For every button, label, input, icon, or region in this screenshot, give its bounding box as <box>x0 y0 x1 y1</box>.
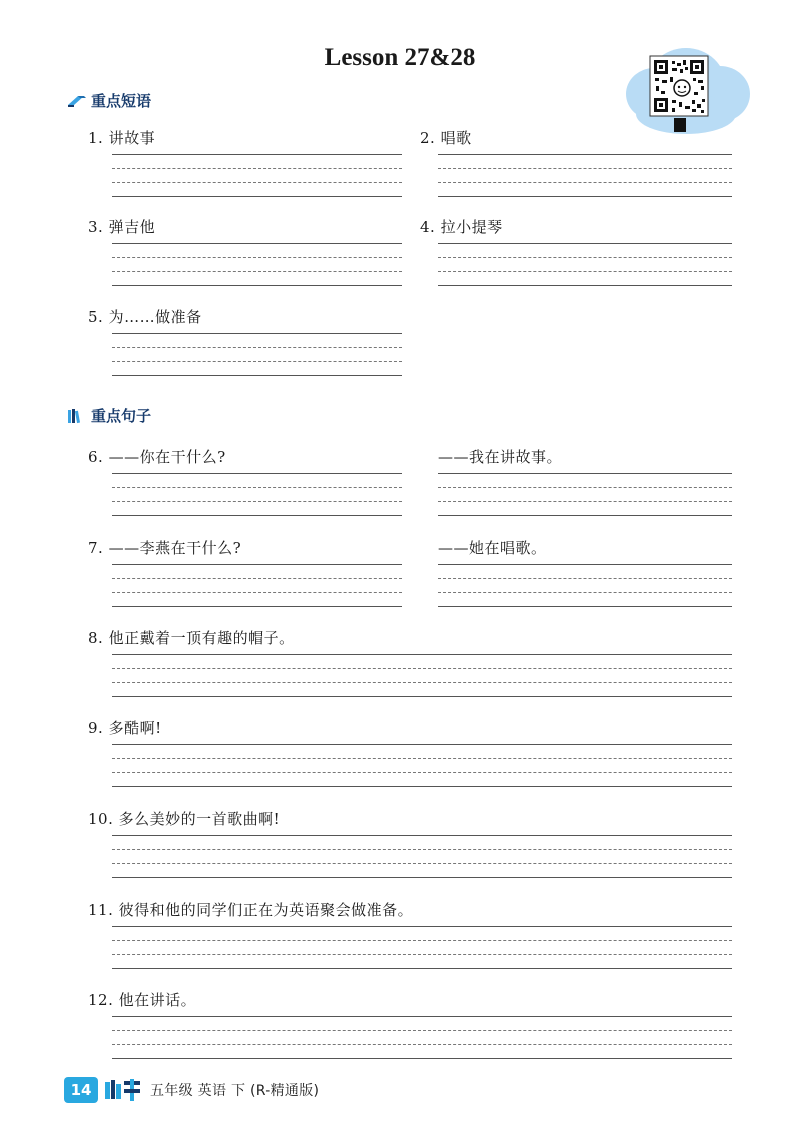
writing-lines[interactable] <box>438 473 732 517</box>
writing-lines[interactable] <box>112 654 732 698</box>
list-item <box>438 446 732 517</box>
phrase-prompt: 2. 唱歌 <box>420 129 472 147</box>
publisher-logo-icon <box>104 1078 144 1102</box>
writing-lines[interactable] <box>112 154 402 198</box>
sentence-prompt: 12. 他在讲话。 <box>88 991 197 1009</box>
phrase-prompt: 1. 讲故事 <box>88 129 156 147</box>
section-title: 重点句子 <box>91 407 152 425</box>
list-item <box>88 446 402 517</box>
writing-lines[interactable] <box>112 744 732 788</box>
writing-lines[interactable] <box>112 564 402 608</box>
writing-lines[interactable] <box>112 835 732 879</box>
sentence-prompt: 6. ——你在干什么? <box>88 448 226 466</box>
writing-lines[interactable] <box>112 1016 732 1060</box>
section-title: 重点短语 <box>91 92 152 110</box>
phrase-prompt: 3. 弹吉他 <box>88 218 156 236</box>
section-header-sentences <box>66 405 151 426</box>
sentence-prompt: 8. 他正戴着一顶有趣的帽子。 <box>88 629 295 647</box>
page-footer <box>64 1077 319 1103</box>
page-number: 14 <box>64 1077 98 1103</box>
sentence-prompt: ——她在唱歌。 <box>438 539 547 557</box>
list-item <box>88 717 732 788</box>
writing-lines[interactable] <box>112 333 402 377</box>
writing-lines[interactable] <box>438 243 732 287</box>
sentence-prompt: 10. 多么美妙的一首歌曲啊! <box>88 810 281 828</box>
book-title: 五年级 英语 下 (R-精通版) <box>150 1083 320 1099</box>
writing-lines[interactable] <box>438 564 732 608</box>
writing-lines[interactable] <box>112 926 732 970</box>
list-item <box>88 127 402 198</box>
list-item <box>420 216 732 287</box>
section-header-phrases <box>66 90 151 111</box>
books-icon <box>66 408 88 424</box>
sentence-prompt: 11. 彼得和他的同学们正在为英语聚会做准备。 <box>88 901 414 919</box>
list-item <box>88 306 402 377</box>
list-item <box>88 537 402 608</box>
page-title: Lesson 27&28 <box>324 44 476 71</box>
phrase-prompt: 4. 拉小提琴 <box>420 218 503 236</box>
list-item <box>438 537 732 608</box>
list-item <box>420 127 732 198</box>
list-item <box>88 989 732 1060</box>
sentence-prompt: 7. ——李燕在干什么? <box>88 539 242 557</box>
list-item <box>88 627 732 698</box>
list-item <box>88 216 402 287</box>
phrase-prompt: 5. 为……做准备 <box>88 308 202 326</box>
writing-lines[interactable] <box>112 473 402 517</box>
pencil-book-icon <box>66 93 88 109</box>
list-item <box>88 808 732 879</box>
writing-lines[interactable] <box>112 243 402 287</box>
sentence-prompt: 9. 多酷啊! <box>88 719 162 737</box>
writing-lines[interactable] <box>438 154 732 198</box>
sentence-prompt: ——我在讲故事。 <box>438 448 563 466</box>
list-item <box>88 899 732 970</box>
